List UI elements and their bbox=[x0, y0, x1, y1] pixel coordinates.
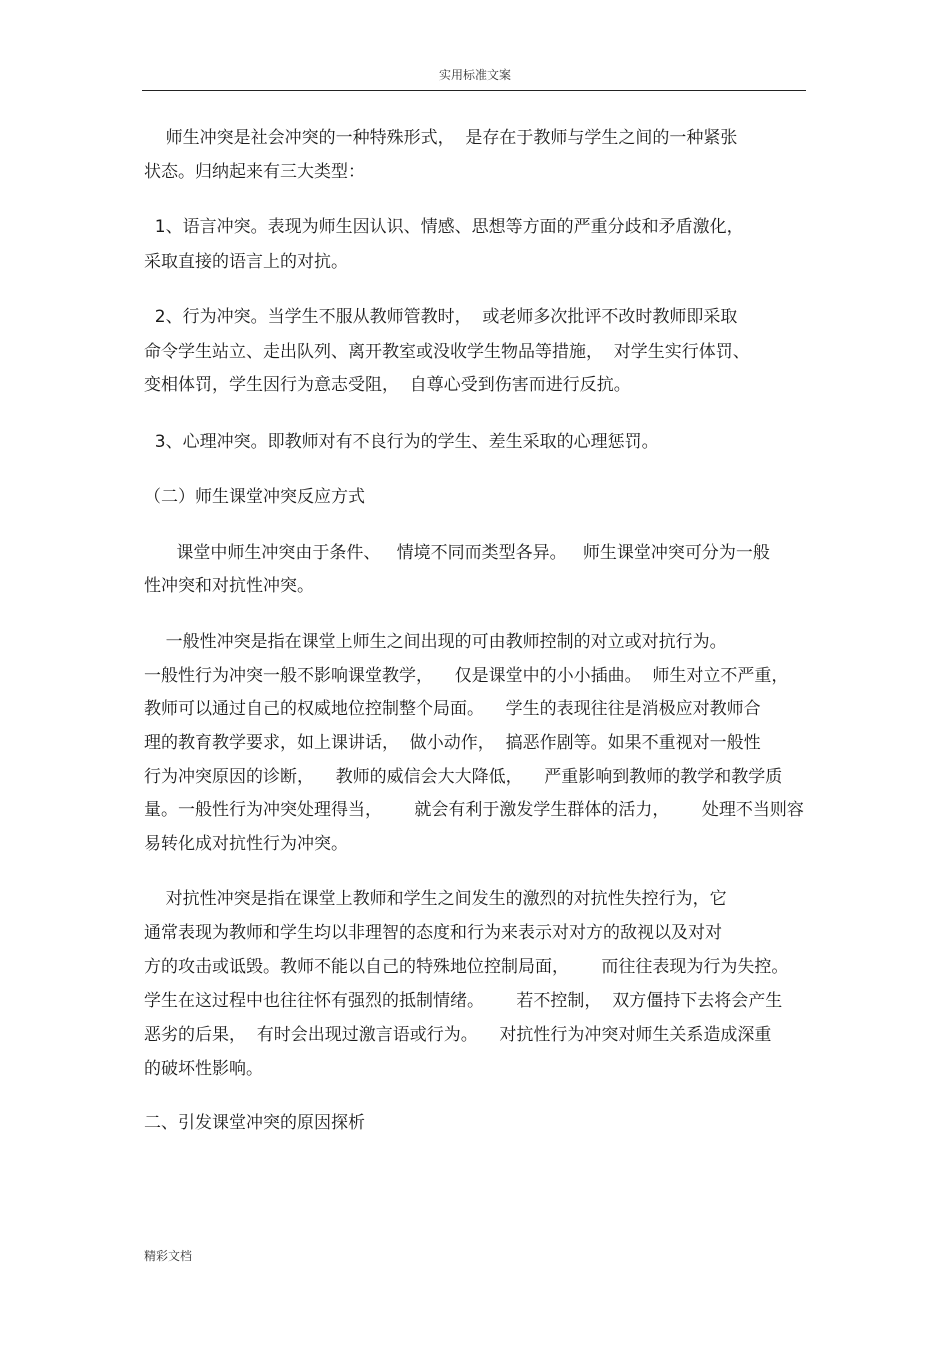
text-line: 理的教育教学要求，如上课讲话， 做小动作， 搞恶作剧等。如果不重视对一般性 bbox=[144, 733, 761, 753]
page-footer: 精彩文档 bbox=[144, 1249, 193, 1263]
text-line: 1、语言冲突。表现为师生因认识、情感、思想等方面的严重分歧和矛盾激化， bbox=[144, 217, 744, 237]
text-line: 量。一般性行为冲突处理得当， 就会有利于激发学生群体的活力， 处理不当则容 bbox=[144, 800, 804, 820]
text-line: 采取直接的语言上的对抗。 bbox=[144, 252, 348, 272]
text-line: 师生冲突是社会冲突的一种特殊形式， 是存在于教师与学生之间的一种紧张 bbox=[144, 128, 738, 148]
text-line: 方的攻击或诋毁。教师不能以自己的特殊地位控制局面， 而往往表现为行为失控。 bbox=[144, 957, 789, 977]
text-line: 一般性冲突是指在课堂上师生之间出现的可由教师控制的对立或对抗行为。 bbox=[144, 632, 727, 652]
text-line: 行为冲突原因的诊断， 教师的威信会大大降低， 严重影响到教师的教学和教学质 bbox=[144, 767, 783, 787]
text-line: 一般性行为冲突一般不影响课堂教学， 仅是课堂中的小小插曲。 师生对立不严重， bbox=[144, 666, 789, 686]
text-line: 的破坏性影响。 bbox=[144, 1059, 263, 1079]
text-line: 课堂中师生冲突由于条件、 情境不同而类型各异。 师生课堂冲突可分为一般 bbox=[144, 543, 770, 563]
text-line: 易转化成对抗性行为冲突。 bbox=[144, 834, 348, 854]
text-line: 性冲突和对抗性冲突。 bbox=[144, 576, 314, 596]
header-divider bbox=[142, 90, 806, 91]
text-line: 恶劣的后果， 有时会出现过激言语或行为。 对抗性行为冲突对师生关系造成深重 bbox=[144, 1025, 772, 1045]
text-line: 2、行为冲突。当学生不服从教师管教时， 或老师多次批评不改时教师即采取 bbox=[144, 307, 738, 327]
page-header-title: 实用标准文案 bbox=[438, 68, 511, 82]
text-line: 状态。归纳起来有三大类型： bbox=[144, 162, 365, 182]
text-line: 学生在这过程中也往往怀有强烈的抵制情绪。 若不控制， 双方僵持下去将会产生 bbox=[144, 991, 783, 1011]
text-line: 对抗性冲突是指在课堂上教师和学生之间发生的激烈的对抗性失控行为，它 bbox=[144, 889, 727, 909]
text-line: 通常表现为教师和学生均以非理智的态度和行为来表示对对方的敌视以及对对 bbox=[144, 923, 722, 943]
text-line: 教师可以通过自己的权威地位控制整个局面。 学生的表现往往是消极应对教师合 bbox=[144, 699, 761, 719]
text-line: 3、心理冲突。即教师对有不良行为的学生、差生采取的心理惩罚。 bbox=[144, 432, 659, 452]
section-heading: 二、引发课堂冲突的原因探析 bbox=[144, 1113, 365, 1133]
text-line: 变相体罚，学生因行为意志受阻， 自尊心受到伤害而进行反抗。 bbox=[144, 375, 631, 395]
text-line: 命令学生站立、走出队列、离开教室或没收学生物品等措施， 对学生实行体罚、 bbox=[144, 342, 750, 362]
section-heading: （二）师生课堂冲突反应方式 bbox=[144, 487, 365, 507]
